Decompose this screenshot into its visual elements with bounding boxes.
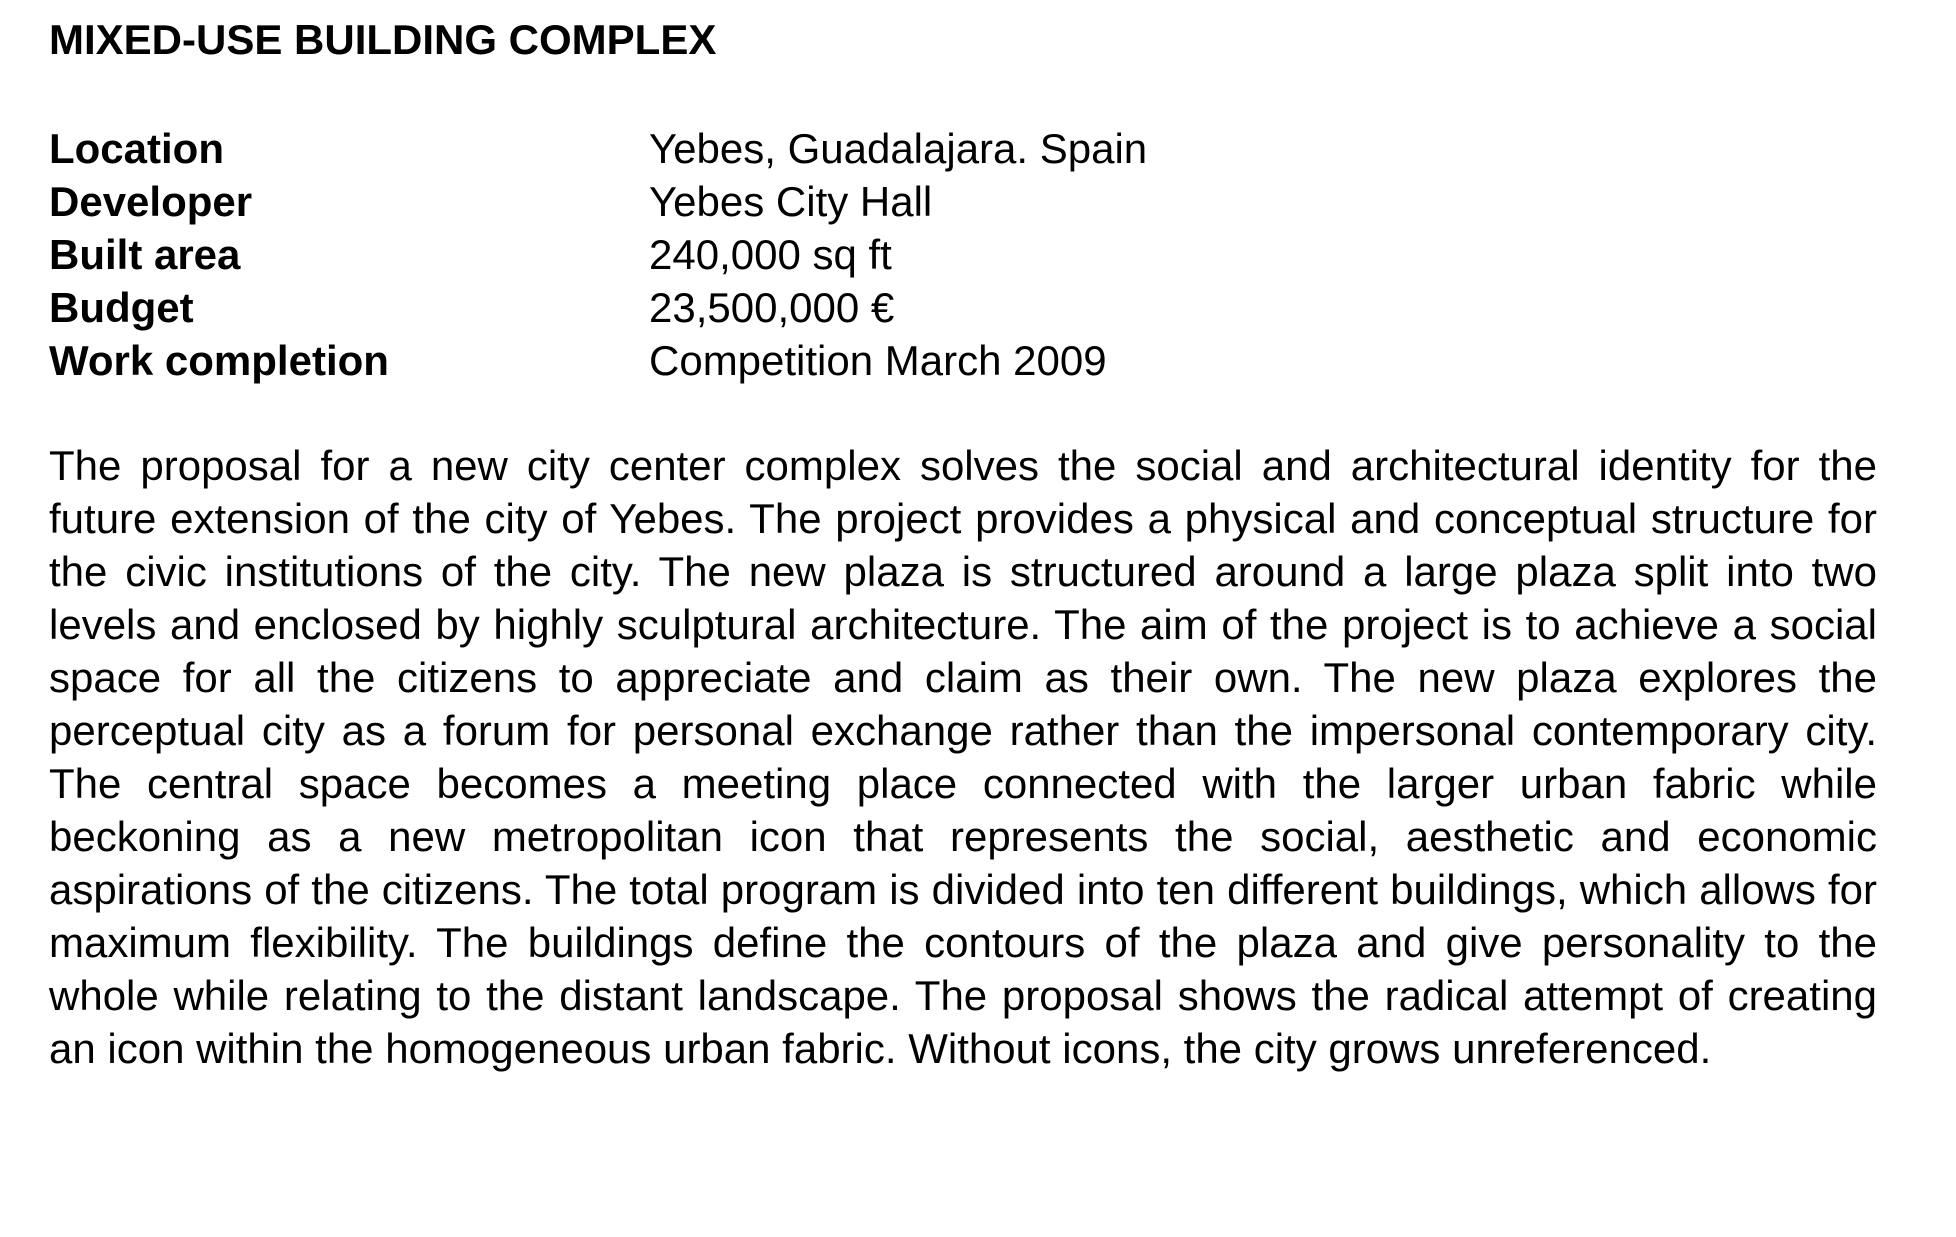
project-details-table	[49, 122, 1881, 387]
detail-value: Yebes, Guadalajara. Spain	[649, 125, 1148, 172]
detail-value: 23,500,000 €	[649, 284, 895, 331]
document-page	[49, 14, 1881, 1117]
detail-value: 240,000 sq ft	[649, 231, 892, 278]
detail-label: Built area	[49, 231, 241, 278]
detail-value: Competition March 2009	[649, 337, 1107, 384]
detail-label: Work completion	[49, 337, 389, 384]
document-title: MIXED-USE BUILDING COMPLEX	[49, 16, 717, 63]
detail-label: Location	[49, 125, 224, 172]
detail-label: Developer	[49, 178, 253, 225]
detail-label: Budget	[49, 284, 194, 331]
detail-value: Yebes City Hall	[649, 178, 933, 225]
project-description: The proposal for a new city center complex solves the social and architectural identity for the future extension of the city of Yebes. The project provides a physical and conceptual structure for the civic institutions of the city. The new plaza is structured around a large plaza split into two levels and enclosed by highly sculptural architecture. The aim of the project is to achieve a social space for all the citizens to appreciate and claim as their own. The new plaza explores the perceptual city as a forum for personal exchange rather than the impersonal contemporary city. The central space becomes a meeting place connected with the larger urban fabric while beckoning as a new metropolitan icon that represents the social, aesthetic and economic aspirations of the citizens. The total program is divided into ten different buildings, which allows for maximum flexibility. The buildings define the contours of the plaza and give personality to the whole while relating to the distant landscape. The proposal shows the radical attempt of creating an icon within the homogeneous urban fabric. Without icons, the city grows unreferenced.	[49, 442, 1877, 1072]
